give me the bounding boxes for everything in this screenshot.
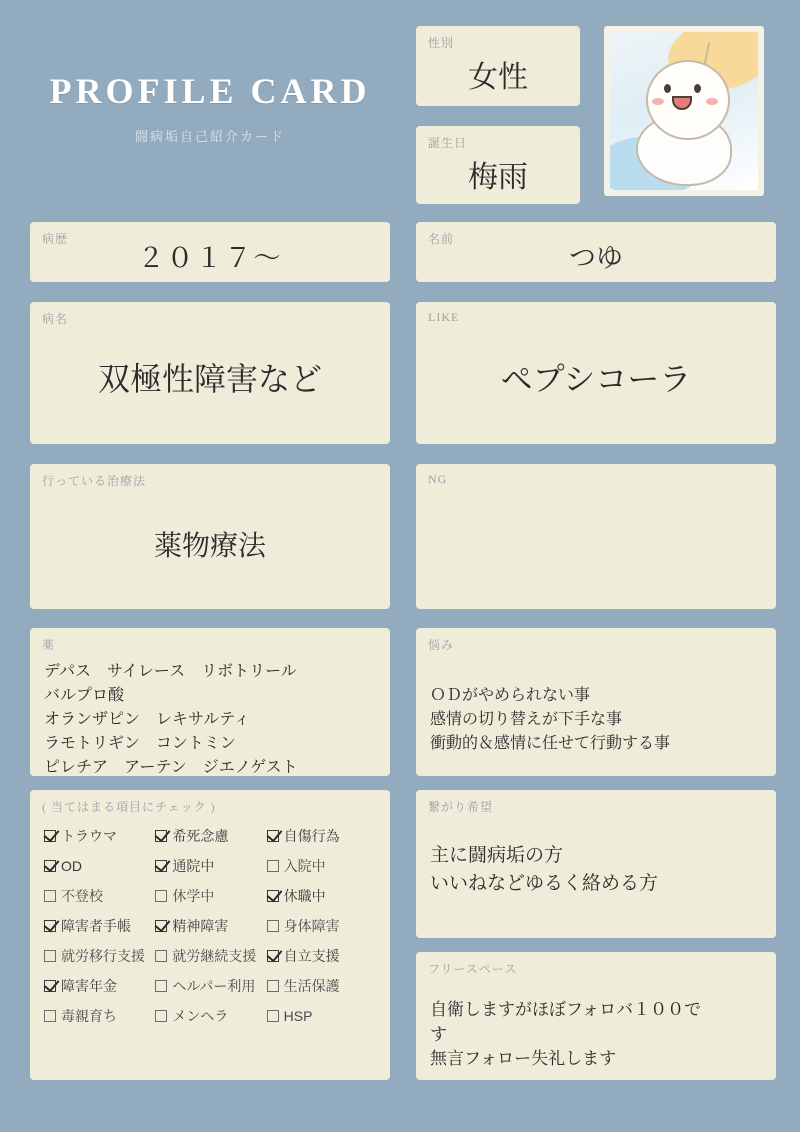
checklist-item-label: 毒親育ち xyxy=(61,1008,117,1024)
medicine-line: ピレチア アーテン ジエノゲスト xyxy=(44,759,298,776)
checkbox-icon[interactable] xyxy=(267,1010,279,1022)
checklist-item-physical-disability[interactable] xyxy=(267,916,376,936)
checkbox-icon[interactable] xyxy=(155,920,167,932)
title-block xyxy=(30,70,390,145)
field-connect xyxy=(416,790,776,938)
checklist-item-label: 就労継続支援 xyxy=(172,948,257,964)
field-history-value: ２０１７〜 xyxy=(137,243,283,273)
page-subtitle: 闘病垢自己紹介カード xyxy=(134,129,285,144)
field-gender xyxy=(416,26,580,106)
checkbox-icon[interactable] xyxy=(44,860,56,872)
checklist-item-label: ヘルパー利用 xyxy=(172,978,256,994)
field-name-value: つゆ xyxy=(569,243,623,273)
field-history-label: 病歴 xyxy=(42,232,69,246)
checkbox-icon[interactable] xyxy=(267,920,279,932)
field-like-label: LIKE xyxy=(428,310,460,324)
checkbox-icon[interactable] xyxy=(155,1010,167,1022)
checkbox-icon[interactable] xyxy=(155,860,167,872)
page-title: PROFILE CARD xyxy=(49,71,371,111)
checklist-item-label: HSP xyxy=(283,1008,313,1024)
checklist-item-truancy[interactable] xyxy=(44,886,153,906)
checklist-label: ( 当てはまる項目にチェック ) xyxy=(42,800,216,814)
checkbox-icon[interactable] xyxy=(44,920,56,932)
connect-line: いいねなどゆるく絡める方 xyxy=(430,872,659,894)
checklist-item-label: 就労移行支援 xyxy=(61,948,145,964)
field-gender-value: 女性 xyxy=(468,61,528,94)
checklist-item-trauma[interactable] xyxy=(44,826,153,846)
field-birthday xyxy=(416,126,580,204)
checkbox-icon[interactable] xyxy=(44,890,56,902)
worry-line: ＯＤがやめられない事 xyxy=(430,687,591,704)
checklist-item-label: 入院中 xyxy=(283,858,326,874)
checklist-panel xyxy=(30,790,390,1080)
field-treatment-value: 薬物療法 xyxy=(153,530,266,561)
field-worry-value xyxy=(430,684,670,756)
checklist-item-welfare[interactable] xyxy=(267,976,376,996)
checklist-item-helper-use[interactable] xyxy=(155,976,264,996)
checklist-item-disability-pension[interactable] xyxy=(44,976,153,996)
checklist-item-self-harm[interactable] xyxy=(267,826,376,846)
checklist-item-hsp[interactable] xyxy=(267,1006,376,1026)
checklist-item-label: OD xyxy=(61,858,82,874)
field-medicine-value xyxy=(44,660,298,780)
checkbox-icon[interactable] xyxy=(44,830,56,842)
free-line: 自衛しますがほぼフォロバ１００で xyxy=(430,1000,702,1019)
checkbox-icon[interactable] xyxy=(44,980,56,992)
checklist-item-independence-support[interactable] xyxy=(267,946,376,966)
field-disease-label: 病名 xyxy=(42,312,69,326)
checklist-item-label: 生活保護 xyxy=(283,978,340,994)
medicine-line: ラモトリギン コントミン xyxy=(44,735,236,752)
character-eye-left xyxy=(664,84,671,93)
field-history xyxy=(30,222,390,282)
checklist-item-label: 精神障害 xyxy=(172,918,229,934)
medicine-line: デパス サイレース リボトリール xyxy=(44,663,297,680)
checklist-item-label: メンヘラ xyxy=(172,1008,229,1024)
field-free-label: フリースペース xyxy=(428,962,518,976)
free-line: す xyxy=(430,1024,447,1044)
character-cheek-right xyxy=(706,98,718,105)
character-cheek-left xyxy=(652,98,664,105)
checkbox-icon[interactable] xyxy=(44,950,56,962)
field-like-value: ペプシコーラ xyxy=(500,361,692,397)
checklist-item-od[interactable] xyxy=(44,856,153,876)
checklist-item-leave-of-absence-school[interactable] xyxy=(155,886,264,906)
field-treatment-label: 行っている治療法 xyxy=(42,474,147,488)
checklist-item-label: トラウマ xyxy=(61,828,117,844)
checklist-item-label: 障害者手帳 xyxy=(61,918,131,934)
checklist-item-disability-certificate[interactable] xyxy=(44,916,153,936)
checkbox-icon[interactable] xyxy=(44,1010,56,1022)
field-medicine-label: 薬 xyxy=(42,638,56,652)
worry-line: 感情の切り替えが下手な事 xyxy=(430,711,623,728)
checklist-item-label: 通院中 xyxy=(172,858,215,874)
checklist-item-employment-transition-support[interactable] xyxy=(44,946,153,966)
checklist-item-outpatient[interactable] xyxy=(155,856,264,876)
checklist-item-suicidal-ideation[interactable] xyxy=(155,826,264,846)
field-birthday-value: 梅雨 xyxy=(468,161,528,194)
checkbox-icon[interactable] xyxy=(155,950,167,962)
checklist-item-label: 休学中 xyxy=(172,888,215,904)
field-disease xyxy=(30,302,390,444)
field-free-value xyxy=(430,998,701,1072)
character-eye-right xyxy=(694,84,701,93)
checklist-item-menhera[interactable] xyxy=(155,1006,264,1026)
field-birthday-label: 誕生日 xyxy=(428,136,468,150)
field-ng-label: NG xyxy=(428,472,448,486)
field-name xyxy=(416,222,776,282)
field-treatment xyxy=(30,464,390,609)
avatar-illustration-icon xyxy=(610,32,758,190)
checkbox-icon[interactable] xyxy=(267,890,279,902)
checklist-item-toxic-parents[interactable] xyxy=(44,1006,153,1026)
checklist-item-label: 身体障害 xyxy=(283,918,340,934)
field-gender-label: 性別 xyxy=(428,36,455,50)
checklist-grid xyxy=(44,826,376,1026)
checklist-item-inpatient[interactable] xyxy=(267,856,376,876)
checklist-item-label: 自立支援 xyxy=(283,948,340,964)
field-worry-label: 悩み xyxy=(428,638,455,652)
field-ng xyxy=(416,464,776,609)
checkbox-icon[interactable] xyxy=(267,830,279,842)
checkbox-icon[interactable] xyxy=(267,950,279,962)
medicine-line: オランザピン レキサルティ xyxy=(44,711,250,728)
checkbox-icon[interactable] xyxy=(267,980,279,992)
checklist-item-label: 自傷行為 xyxy=(283,828,340,844)
checklist-item-label: 障害年金 xyxy=(61,978,117,994)
checklist-item-label: 希死念慮 xyxy=(172,828,229,844)
field-like xyxy=(416,302,776,444)
field-name-label: 名前 xyxy=(428,232,455,246)
checklist-item-mental-disability[interactable] xyxy=(155,916,264,936)
checklist-item-label: 不登校 xyxy=(61,888,103,904)
field-disease-value: 双極性障害など xyxy=(97,361,322,397)
checkbox-icon[interactable] xyxy=(267,860,279,872)
checklist-item-label: 休職中 xyxy=(283,888,326,904)
field-medicine xyxy=(30,628,390,776)
free-line: 無言フォロー失礼します xyxy=(430,1049,617,1069)
checkbox-icon[interactable] xyxy=(155,830,167,842)
field-worry xyxy=(416,628,776,776)
field-connect-label: 繋がり希望 xyxy=(428,800,494,814)
worry-line: 衝動的＆感情に任せて行動する事 xyxy=(430,735,671,752)
field-free xyxy=(416,952,776,1080)
field-connect-value xyxy=(430,842,658,897)
checkbox-icon[interactable] xyxy=(155,980,167,992)
checklist-item-continuous-employment-support[interactable] xyxy=(155,946,264,966)
connect-line: 主に闘病垢の方 xyxy=(430,845,564,866)
checklist-item-leave-of-absence-work[interactable] xyxy=(267,886,376,906)
checkbox-icon[interactable] xyxy=(155,890,167,902)
avatar xyxy=(604,26,764,196)
medicine-line: バルプロ酸 xyxy=(44,687,125,704)
